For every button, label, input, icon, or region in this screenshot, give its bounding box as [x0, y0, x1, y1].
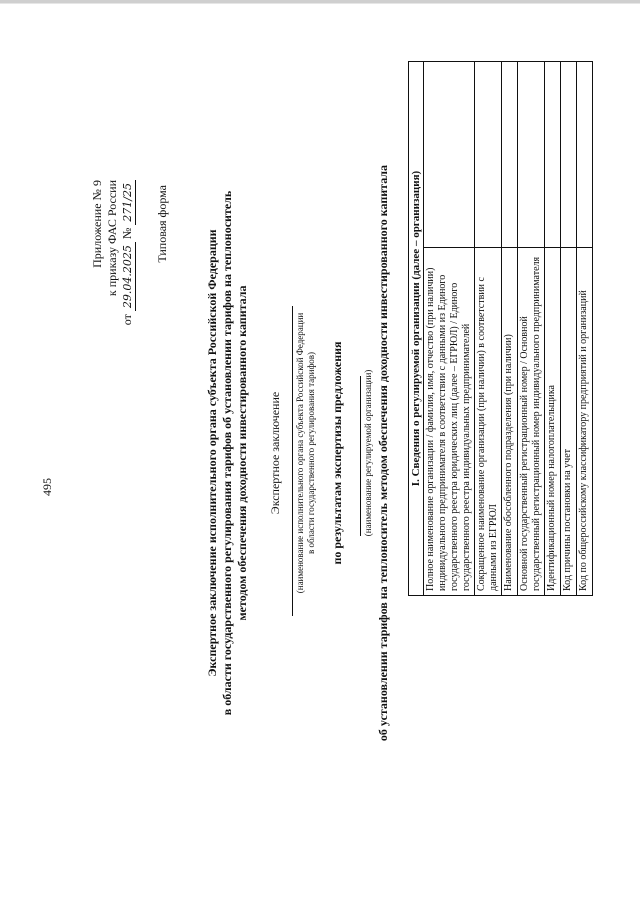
organization-caption: (наименование регулируемой организации): [363, 369, 373, 537]
row-value-ogrn[interactable]: [518, 62, 545, 248]
row-label-full-name: Полное наименование организации / фамилия, имя, отчество (при наличии) индивидуального предпринимателя в соответствии с данными из Единого государственного реестра юридических лиц (далее – ЕГРЮЛ) / Единого государственного реестра индивидуальных предпринимателей: [424, 248, 475, 596]
table-row: [577, 62, 593, 596]
table-row: [545, 62, 561, 596]
appendix-block: [90, 180, 136, 325]
table-section-row: [409, 62, 424, 596]
row-label-inn: Идентификационный номер налогоплательщика: [545, 248, 561, 596]
date-value: 29.04.2025: [120, 242, 136, 311]
organization-name-blank: [360, 376, 361, 536]
authority-caption-line-2: в области государственного регулирования тарифов): [306, 351, 316, 555]
row-value-full-name[interactable]: [424, 62, 475, 248]
table-row: [561, 62, 577, 596]
table-row: [518, 62, 545, 596]
title-line-3: методом обеспечения доходности инвестированного капитала: [235, 285, 249, 621]
number-value: 271/25: [120, 180, 136, 225]
table-row: [424, 62, 475, 596]
row-value-kpp[interactable]: [561, 62, 577, 248]
row-value-inn[interactable]: [545, 62, 561, 248]
row-label-short-name: Сокращенное наименование организации (при наличии) в соответствии с данными из ЕГРЮЛ: [475, 248, 502, 596]
appendix-order: к приказу ФАС России: [105, 180, 119, 297]
authority-name-blank: [292, 306, 293, 616]
page-number: 495: [40, 478, 54, 496]
row-label-subdivision: Наименование обособленного подразделения (при наличии): [502, 248, 518, 596]
organization-info-table: [408, 61, 593, 596]
proposals-heading: по результатам экспертизы предложения: [330, 341, 344, 565]
row-value-short-name[interactable]: [475, 62, 502, 248]
title-line-1: Экспертное заключение исполнительного органа субъекта Российской Федерации: [205, 229, 219, 677]
table-row: [475, 62, 502, 596]
tariff-method-title: об установлении тарифов на теплоноситель методом обеспечения доходности инвестированного капитала: [376, 164, 390, 742]
row-label-ogrn: Основной государственный регистрационный номер / Основной государственный регистрационный номер индивидуального предпринимателя: [518, 248, 545, 596]
row-value-okpo[interactable]: [577, 62, 593, 248]
expert-conclusion-heading: Экспертное заключение: [268, 391, 282, 515]
row-value-subdivision[interactable]: [502, 62, 518, 248]
number-prefix: №: [120, 227, 134, 240]
authority-caption: [295, 0, 317, 906]
table-section-title: I. Сведения о регулируемой организации (далее – организация): [409, 62, 424, 596]
table-row: [502, 62, 518, 596]
row-label-okpo: Код по общероссийскому классификатору предприятий и организаций: [577, 248, 593, 596]
row-label-kpp: Код причины постановки на учет: [561, 248, 577, 596]
form-type-label: Типовая форма: [155, 185, 169, 263]
document-title: [205, 0, 250, 906]
authority-caption-line-1: (наименование исполнительного органа субъекта Российской Федерации: [295, 312, 305, 594]
title-line-2: в области государственного регулирования тарифов об установлении тарифов на теплоноситель: [220, 190, 234, 716]
appendix-title: Приложение № 9: [90, 180, 104, 268]
date-prefix: от: [120, 314, 134, 326]
appendix-date-line: [120, 180, 136, 325]
